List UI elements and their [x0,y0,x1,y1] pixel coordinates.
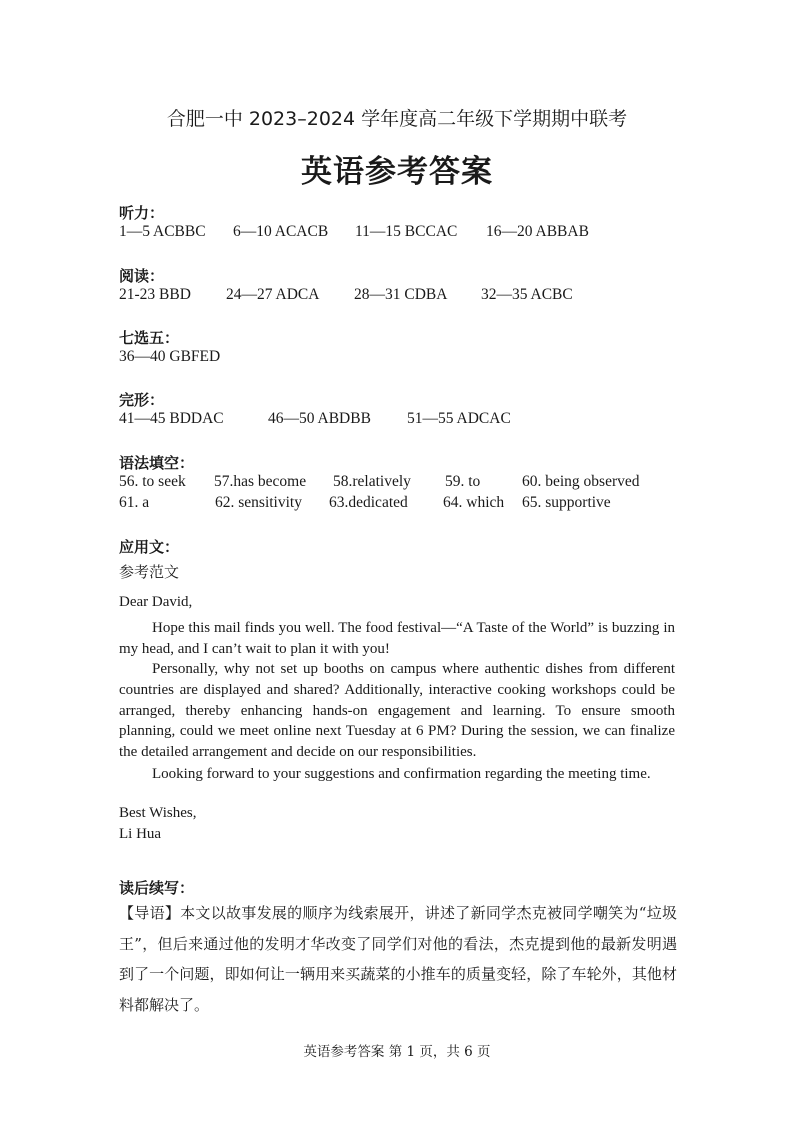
cloze-answer: 46—50 ABDBB [268,410,371,427]
document-title: 英语参考答案 [301,154,493,190]
grammar-answer: 58.relatively [333,473,411,490]
reading-heading: 阅读： [119,267,165,285]
sample-essay-label: 参考范文 [119,563,180,581]
reading-answer: 24—27 ADCA [226,286,320,303]
listening-answer: 16—20 ABBAB [486,223,589,240]
continuation-intro: 【导语】本文以故事发展的顺序为线索展开，讲述了新同学杰克被同学嘲笑为“垃圾王”，但后来通过他的发明才华改变了同学们对他的看法，杰克提到他的最新发明遇到了一个问题，即如何让一辆用来买蔬菜的小推车的质量变轻，除了车轮外，其他材料都解决了。 [119,904,677,1014]
letter-paragraph: Personally, why not set up booths on campus where authentic dishes from different countries are displayed and shared? Additionally, interactive cooking workshops could be arranged, thereby enhancing hands-on engagement and learning. To ensure smooth planning, could we meet online next Tuesday at 6 PM? During the session, we can finalize the detailed arrangement and decide on our responsibilities. [119,661,675,761]
grammar-answer: 56. to seek [119,473,186,490]
grammar-answer: 64. which [443,494,505,511]
letter-greeting: Dear David, [119,594,193,610]
cloze-heading: 完形： [119,391,165,409]
grammar-answer: 57.has become [214,473,307,490]
grammar-answer: 60. being observed [522,473,640,490]
seven-choose-five-heading: 七选五： [119,329,180,347]
grammar-answer: 63.dedicated [329,494,408,511]
grammar-answer: 65. supportive [522,494,611,511]
letter-signature: Li Hua [119,826,162,842]
reading-answer: 32—35 ACBC [481,286,573,303]
writing-heading: 应用文： [119,538,180,556]
reading-answer: 28—31 CDBA [354,286,448,303]
letter-closing: Best Wishes, [119,805,197,821]
cloze-answer: 41—45 BDDAC [119,410,224,427]
grammar-answer: 62. sensitivity [215,494,302,511]
cloze-answer: 51—55 ADCAC [407,410,511,427]
listening-answer: 6—10 ACACB [233,223,329,240]
page-footer: 英语参考答案 第 1 页，共 6 页 [303,1044,491,1060]
listening-answer: 1—5 ACBBC [119,223,206,240]
continuation-heading: 读后续写： [119,879,195,897]
grammar-answer: 61. a [119,494,150,511]
listening-answer: 11—15 BCCAC [355,223,458,240]
listening-heading: 听力： [119,204,165,222]
grammar-fill-heading: 语法填空： [119,454,195,472]
seven-choose-five-answer: 36—40 GBFED [119,348,221,365]
letter-paragraph: Looking forward to your suggestions and confirmation regarding the meeting time. [152,766,651,782]
grammar-answer: 59. to [445,473,481,490]
reading-answer: 21-23 BBD [119,286,191,303]
letter-paragraph: Hope this mail finds you well. The food festival—“A Taste of the World” is buzzing in my head, and I can’t wait to plan it with you! [119,620,675,657]
exam-title: 合肥一中 2023–2024 学年度高二年级下学期期中联考 [166,108,628,130]
